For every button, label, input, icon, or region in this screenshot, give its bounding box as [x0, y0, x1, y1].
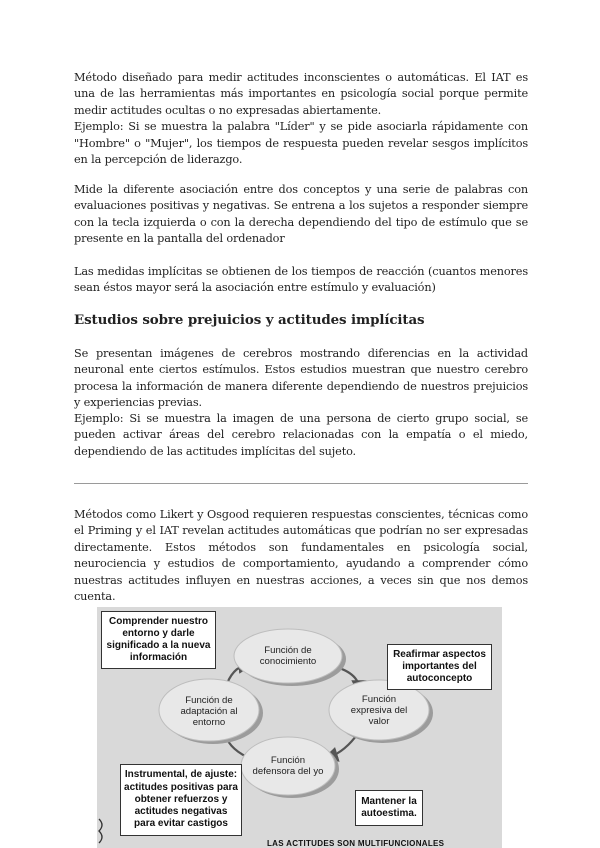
node-funcion-conocimiento: Función de conocimiento: [259, 645, 317, 667]
brain-example-block: [74, 411, 528, 460]
paragraph-brain-example: Ejemplo: Si se muestra la imagen de una persona de cierto grupo social, se pueden activar áreas del cerebro relacionadas con la empatía o el miedo, dependiendo de las actitudes implícitas del sujeto.: [74, 412, 528, 458]
section-heading: Estudios sobre prejuicios y actitudes implícitas: [74, 312, 425, 328]
paragraph-iat-example: Ejemplo: Si se muestra la palabra "Líder" y se pide asociarla rápidamente con "Hombre" o "Mujer", los tiempos de respuesta pueden revelar sesgos implícitos en la percepción de liderazgo.: [74, 120, 528, 167]
box-reafirmar-autoconcepto: Reafirmar aspectos importantes del autoconcepto: [387, 644, 492, 690]
node-funcion-expresiva: Función expresiva del valor: [350, 693, 408, 727]
box-mantener-autoestima: Mantener la autoestima.: [355, 790, 423, 826]
box-instrumental-ajuste: Instrumental, de ajuste: actitudes positivas para obtener refuerzos y actitudes negativas para evitar castigos: [120, 764, 242, 836]
box-comprender-entorno: Comprender nuestro entorno y darle significado a la nueva información: [101, 611, 216, 669]
diagram-caption: LAS ACTITUDES SON MULTIFUNCIONALES: [267, 839, 445, 848]
attitude-functions-diagram: [97, 607, 502, 848]
paragraph-brain-studies: Se presentan imágenes de cerebros mostrando diferencias en la actividad neuronal ente ciertos estímulos. Estos estudios muestran que nuestro cerebro procesa la información de manera diferente dependiendo de nuestros prejuicios y experiencias previas.: [74, 347, 528, 410]
paragraph-implicit-measures: Las medidas implícitas se obtienen de los tiempos de reacción (cuantos menores sean éstos mayor será la asociación entre estímulo y evaluación): [74, 265, 528, 295]
brain-studies-block: [74, 346, 528, 412]
paragraph-summary: Métodos como Likert y Osgood requieren respuestas conscientes, técnicas como el Priming y el IAT revelan actitudes automáticas que podrían no ser expresadas directamente. Estos métodos son fundamentales en psicología social, neurociencia y estudios de comportamiento, ayudando a comprender cómo nuestras actitudes influyen en nuestras acciones, a veces sin que nos demos cuenta.: [74, 508, 528, 604]
node-funcion-defensora: Función defensora del yo: [252, 755, 324, 777]
paragraph-iat-intro: Método diseñado para medir actitudes inconscientes o automáticas. El IAT es una de las herramientas más importantes en psicología social porque permite medir actitudes ocultas o no expresadas abiertamente.: [74, 71, 528, 117]
iat-method-block: [74, 182, 528, 248]
implicit-measures-block: [74, 264, 528, 297]
node-funcion-adaptacion: Función de adaptación al entorno: [180, 694, 238, 728]
paragraph-iat-method: Mide la diferente asociación entre dos conceptos y una serie de palabras con evaluaciones positivas y negativas. Se entrena a los sujetos a responder siempre con la tecla izquierda o con la derecha dependiendo del tipo de estímulo que se presente en la pantalla del ordenador: [74, 183, 528, 246]
figure-decoration-icon: [99, 819, 102, 843]
horizontal-divider: [74, 483, 528, 484]
iat-description-block: [74, 70, 528, 168]
summary-block: [74, 507, 528, 605]
